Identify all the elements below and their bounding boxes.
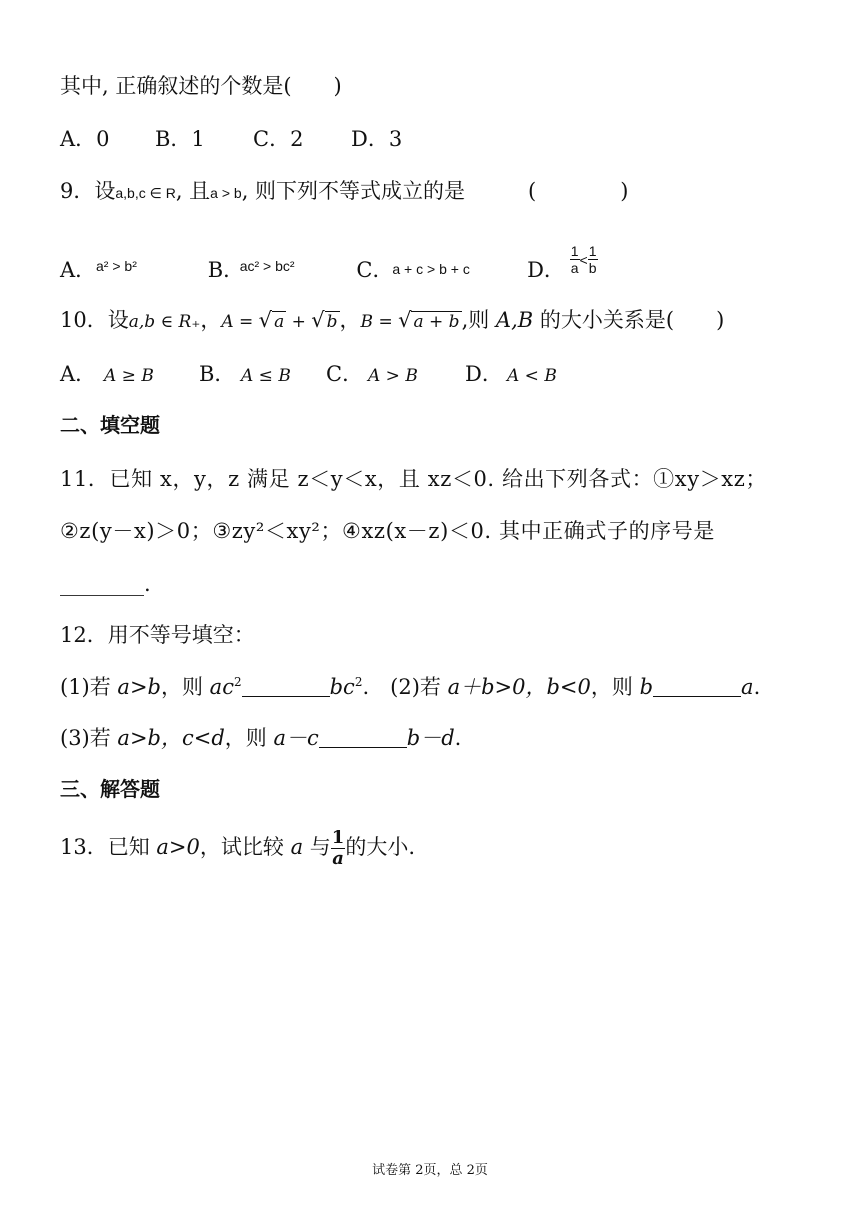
q12-part-3: (3)若 a>b，c<d，则 a－c b－d.: [60, 726, 462, 750]
section-heading-fill-in: 二、填空题: [60, 413, 160, 437]
q8-option-c: C．2: [253, 127, 304, 151]
q11-line-2: ②z(y－x)＞0；③zy²＜xy²；④xz(x－z)＜0. 其中正确式子的序号是: [60, 519, 715, 543]
q8-option-b: B．1: [155, 127, 205, 151]
q13-reciprocal-fraction: $\frac{1}{a}$: [331, 827, 345, 869]
q9-condition-set: a,b,c ∈ R: [115, 185, 176, 201]
q9-options: A．a² > b² B．ac² > bc² C．a + c > b + c D． $\frac{1}{a}$ < $\frac{1}{b}$: [60, 243, 597, 282]
q12-parts-1-2: (1)若 a>b，则 $ac^2$ $bc^2$. (2)若 a＋b>0，b<0，则 b a.: [60, 675, 761, 699]
q11-answer-blank: ________.: [60, 572, 151, 596]
q11-line-1: 11．已知 x，y，z 满足 z＜y＜x，且 xz＜0. 给出下列各式：①xy＞xz；: [60, 467, 767, 491]
q8-option-a: A．0: [60, 127, 110, 151]
page-footer: 试卷第 2页，总 2页: [372, 1163, 488, 1178]
q12-title: 12．用不等号填空：: [60, 623, 255, 647]
q12-blank-3: [319, 727, 407, 748]
q9-option-a-expr: a² > b²: [96, 258, 137, 274]
q10-stem: 10．设a,b ∈ R₊，A = √ a + √ b，B = √ a + b,则 A,B 的大小关系是( ): [60, 308, 725, 332]
q8-tail: 其中, 正确叙述的个数是( ): [60, 74, 342, 98]
q9-stem: 9．设a,b,c ∈ R, 且a > b, 则下列不等式成立的是 ( ): [60, 179, 629, 203]
q12-blank-2: [653, 676, 741, 697]
q9-condition-order: a > b: [210, 185, 242, 201]
q12-blank-1: [242, 676, 330, 697]
q8-options: [60, 125, 820, 153]
section-heading-answer: 三、解答题: [60, 777, 160, 801]
q8-option-d: D．3: [351, 127, 403, 151]
q9-option-c-expr: a + c > b + c: [392, 261, 470, 277]
q10-set: a,b ∈ R₊: [128, 312, 201, 332]
q10-options: A． A ≥ B B． A ≤ B C． A > B D． A < B: [60, 362, 557, 386]
q13-stem: 13．已知 a>0，试比较 a 与 $\frac{1}{a}$ 的大小.: [60, 827, 416, 869]
q9-option-b-expr: ac² > bc²: [239, 258, 295, 274]
q9-option-d-expr: $\frac{1}{a}$ < $\frac{1}{b}$: [570, 243, 597, 276]
